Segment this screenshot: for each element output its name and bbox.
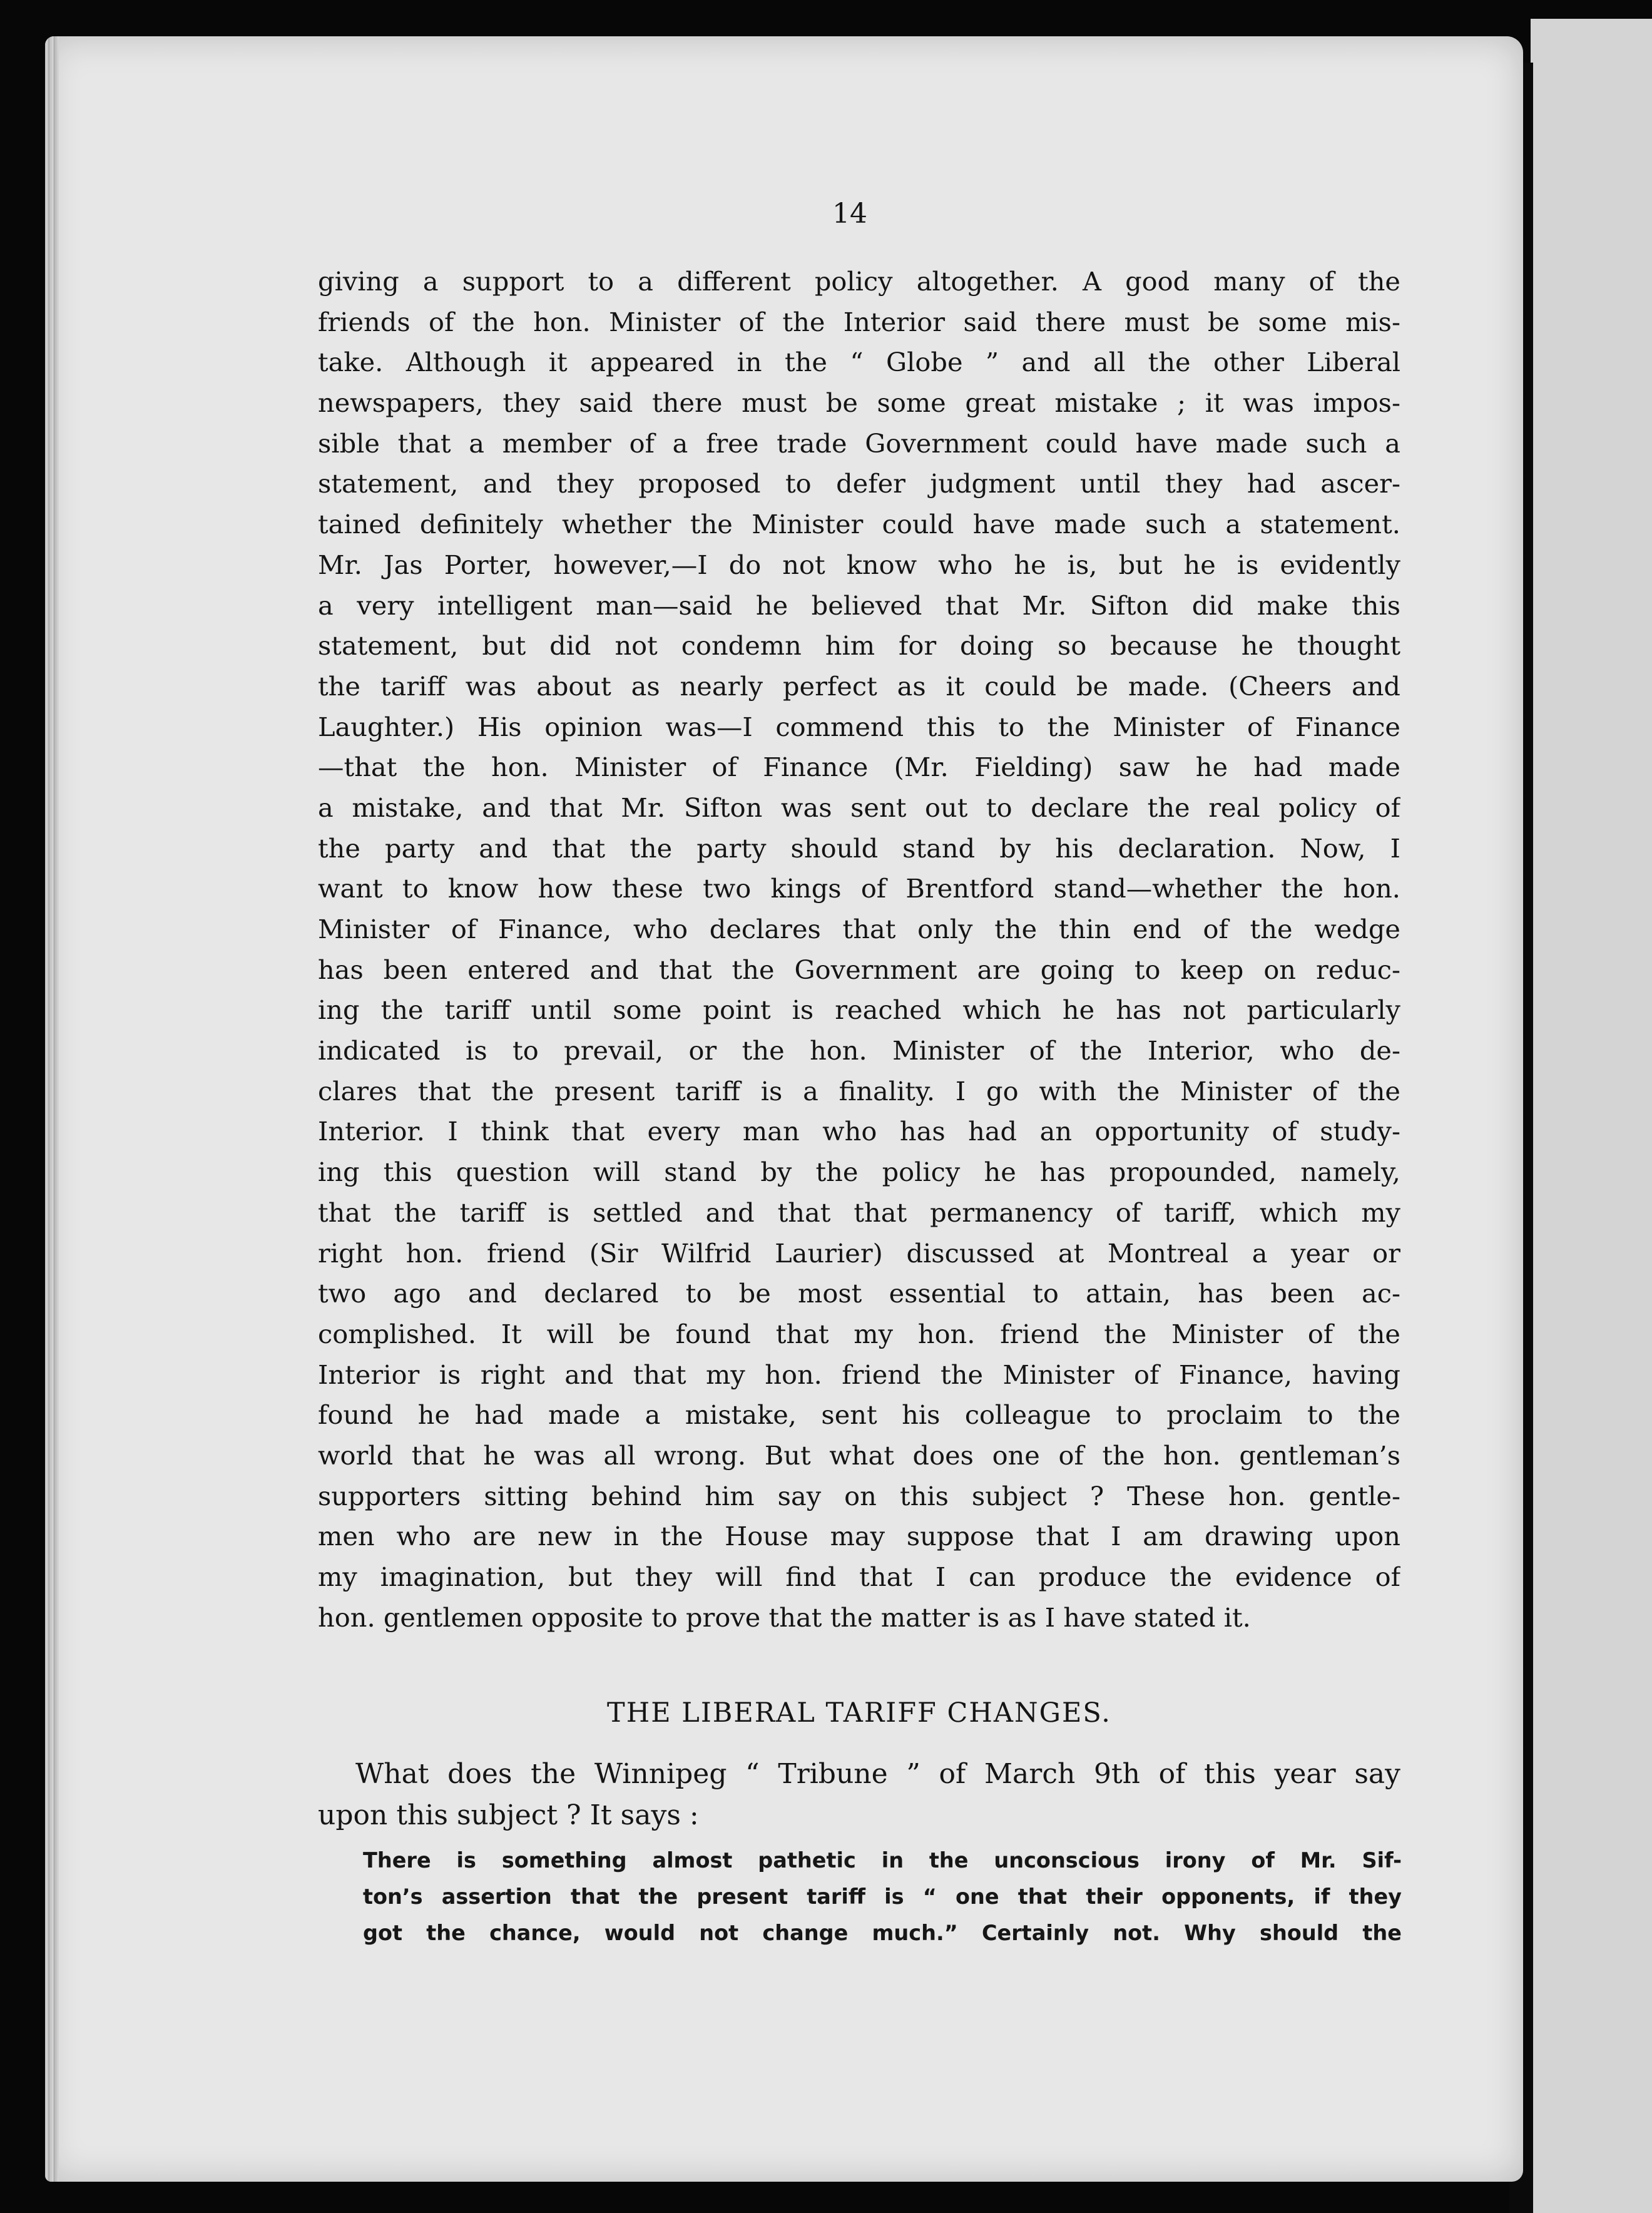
text-line: has been entered and that the Government are going to keep on reduc- xyxy=(318,954,1400,985)
text-line: complished. It will be found that my hon. friend the Minister of the xyxy=(318,1318,1400,1349)
intro-paragraph xyxy=(318,1754,1400,1836)
text-line: world that he was all wrong. But what does one of the hon. gentleman’s xyxy=(318,1439,1400,1471)
text-line: Minister of Finance, who declares that only the thin end of the wedge xyxy=(318,914,1400,944)
text-line: upon this subject ? It says : xyxy=(318,1799,699,1831)
text-line: that the tariff is settled and that that permanency of tariff, which my xyxy=(318,1197,1400,1228)
text-line: Interior is right and that my hon. friend the Minister of Finance, having xyxy=(318,1359,1400,1390)
text-line: Interior. I think that every man who has had an opportunity of study- xyxy=(318,1116,1400,1147)
text-line: clares that the present tariff is a finality. I go with the Minister of the xyxy=(318,1075,1400,1106)
text-line: ing this question will stand by the policy he has propounded, namely, xyxy=(318,1157,1400,1188)
text-line: found he had made a mistake, sent his colleague to proclaim to the xyxy=(318,1399,1400,1431)
text-line: ing the tariff until some point is reached which he has not particularly xyxy=(318,994,1400,1026)
text-line: newspapers, they said there must be some great mistake ; it was impos- xyxy=(318,387,1400,419)
page-left-edge xyxy=(45,36,59,2182)
text-line: Laughter.) His opinion was—I commend this to the Minister of Finance xyxy=(318,711,1400,742)
text-line: take. Although it appeared in the “ Globe ” and all the other Liberal xyxy=(318,347,1400,378)
text-line: supporters sitting behind him say on this subject ? These hon. gentle- xyxy=(318,1480,1400,1511)
text-line: a mistake, and that Mr. Sifton was sent out to declare the real policy of xyxy=(318,792,1400,823)
text-line: indicated is to prevail, or the hon. Minister of the Interior, who de- xyxy=(318,1035,1400,1066)
text-line: statement, and they proposed to defer judgment until they had ascer- xyxy=(318,468,1400,499)
text-line: the tariff was about as nearly perfect as it could be made. (Cheers and xyxy=(318,670,1400,702)
body-text xyxy=(318,262,1400,1638)
text-line: two ago and declared to be most essential to attain, has been ac- xyxy=(318,1278,1400,1309)
text-line: ton’s assertion that the present tariff is “ one that their opponents, if they xyxy=(363,1884,1402,1909)
text-line: Mr. Jas Porter, however,—I do not know who he is, but he is evidently xyxy=(318,549,1400,580)
section-heading: THE LIBERAL TARIFF CHANGES. xyxy=(607,1697,1111,1729)
text-line: friends of the hon. Minister of the Interior said there must be some mis- xyxy=(318,306,1400,337)
text-line: want to know how these two kings of Brentford stand—whether the hon. xyxy=(318,873,1400,904)
text-line: What does the Winnipeg “ Tribune ” of March 9th of this year say xyxy=(355,1758,1400,1790)
text-line: —that the hon. Minister of Finance (Mr. Fielding) saw he had made xyxy=(318,752,1400,783)
text-line: hon. gentlemen opposite to prove that the matter is as I have stated it. xyxy=(318,1602,1251,1633)
text-line: the party and that the party should stand by his declaration. Now, I xyxy=(318,832,1400,864)
text-line: my imagination, but they will find that I can produce the evidence of xyxy=(318,1561,1400,1592)
text-line: men who are new in the House may suppose that I am drawing upon xyxy=(318,1521,1400,1552)
text-line: right hon. friend (Sir Wilfrid Laurier) discussed at Montreal a year or xyxy=(318,1237,1400,1269)
text-line: There is something almost pathetic in the unconscious irony of Mr. Sif- xyxy=(363,1848,1402,1873)
page-number: 14 xyxy=(832,198,867,230)
text-line: got the chance, would not change much.” Certainly not. Why should the xyxy=(363,1921,1402,1945)
text-line: sible that a member of a free trade Government could have made such a xyxy=(318,427,1400,459)
text-line: tained definitely whether the Minister could have made such a statement. xyxy=(318,509,1400,540)
text-line: statement, but did not condemn him for doing so because he thought xyxy=(318,630,1400,662)
text-line: giving a support to a different policy altogether. A good many of the xyxy=(318,266,1400,297)
text-line: a very intelligent man—said he believed that Mr. Sifton did make this xyxy=(318,590,1400,621)
block-quote xyxy=(363,1842,1402,1951)
adjacent-page-edge xyxy=(1531,19,1652,2213)
